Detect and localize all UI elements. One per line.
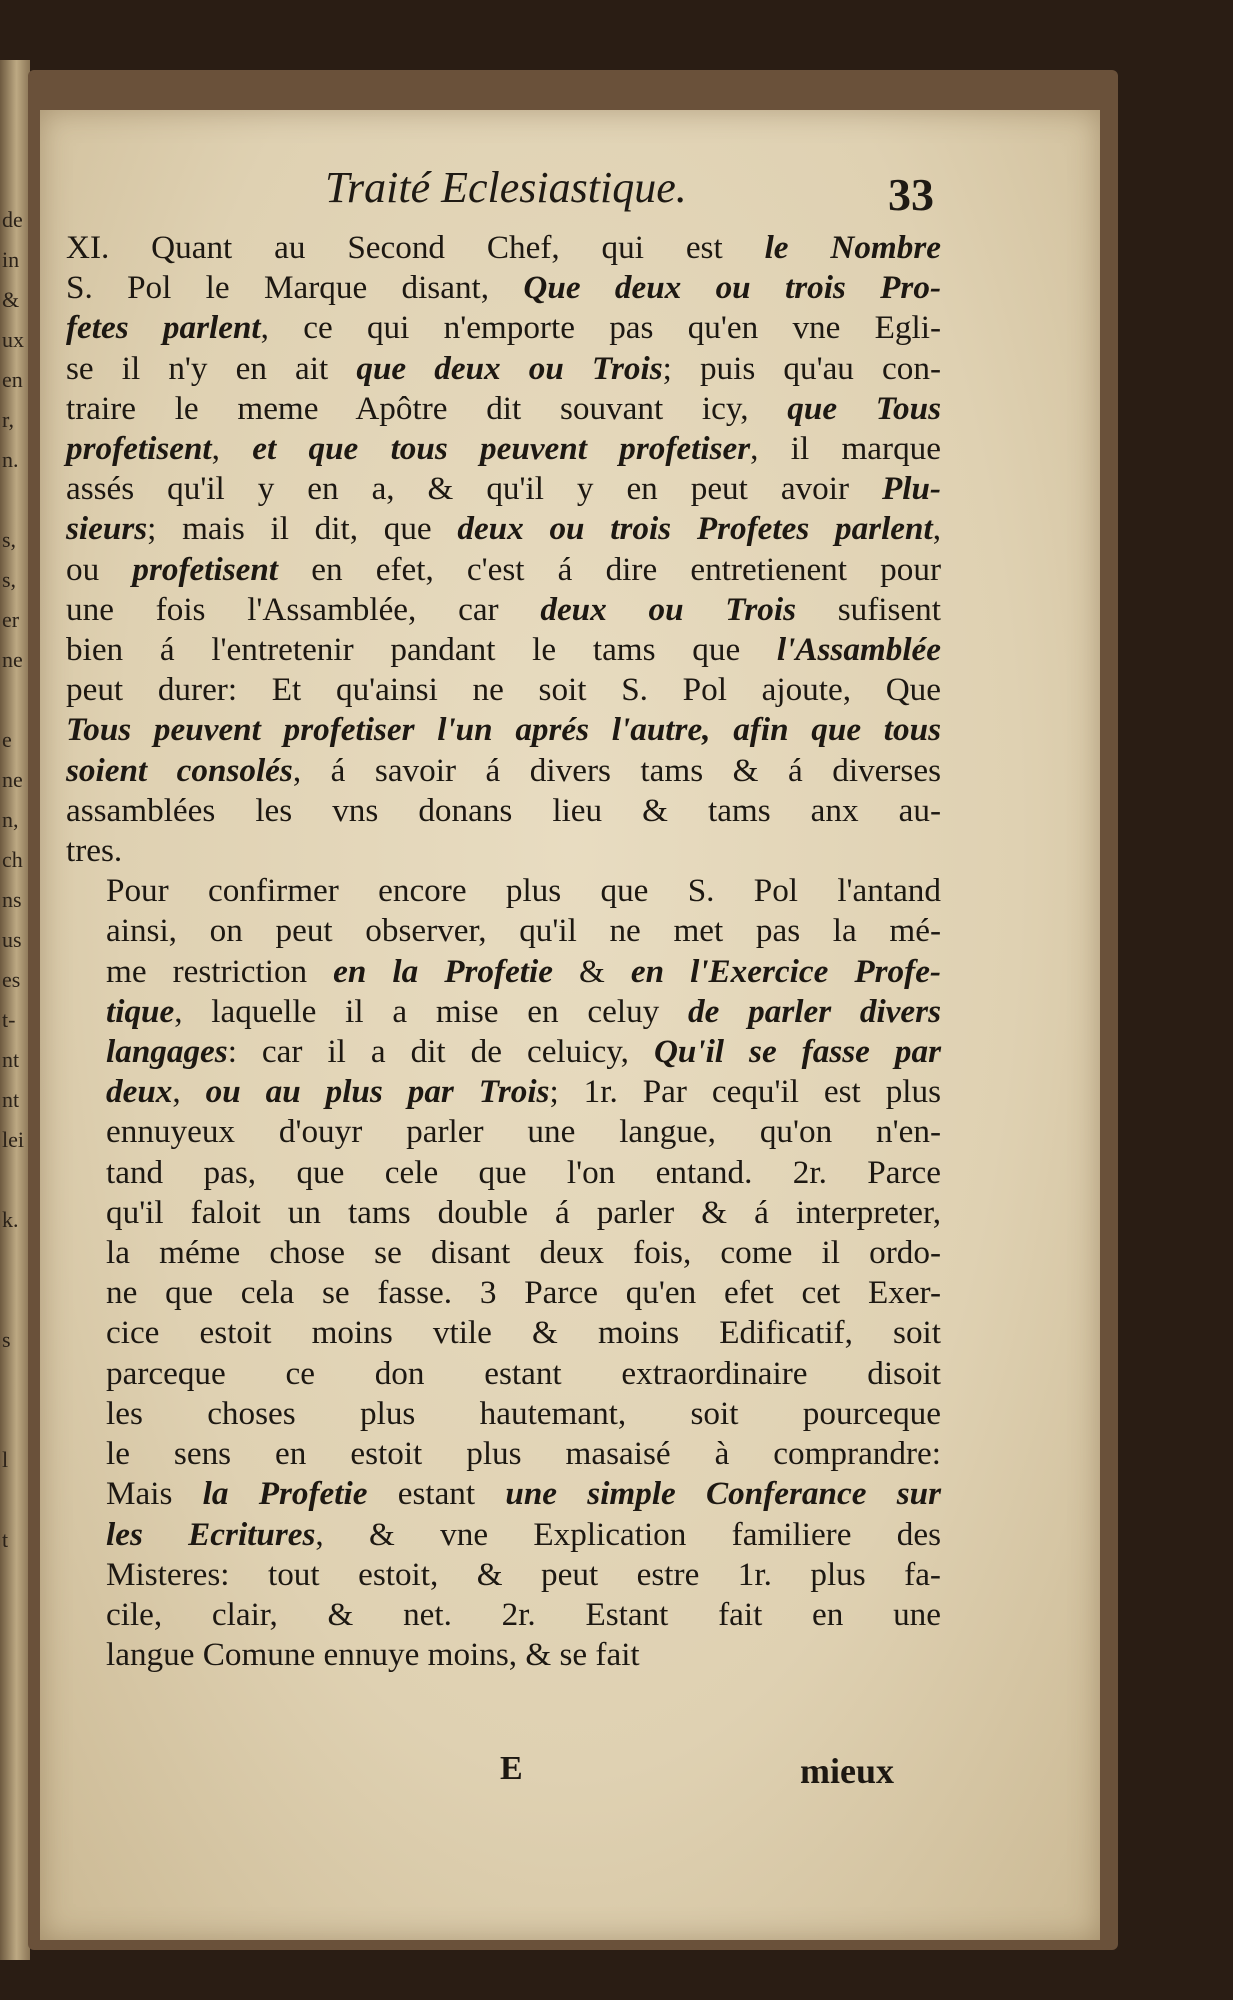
text-line xyxy=(66,389,941,429)
italic-text: que deux ou Trois xyxy=(356,349,663,387)
text-line xyxy=(66,1635,941,1675)
roman-text: tand pas, que cele que l'on entand. 2r. Parce xyxy=(106,1153,941,1191)
italic-text: les Ecritures xyxy=(106,1515,316,1553)
italic-text: ou au plus par Trois xyxy=(205,1073,550,1111)
italic-text: profetisent xyxy=(132,550,279,588)
roman-text: ; puis qu'au con- xyxy=(662,349,941,387)
text-line xyxy=(66,710,941,750)
roman-text: XI. Quant au Second Chef, qui est xyxy=(66,229,765,266)
text-line xyxy=(66,268,941,308)
text-line xyxy=(66,831,941,871)
italic-text: deux ou Trois xyxy=(540,590,796,628)
text-line xyxy=(66,349,941,389)
roman-text: tres. xyxy=(66,832,123,870)
roman-text: , xyxy=(211,430,253,468)
text-line xyxy=(66,630,941,670)
text-line xyxy=(66,1193,941,1233)
text-line xyxy=(66,228,941,268)
italic-text: deux ou trois Profetes parlent xyxy=(457,510,933,548)
text-line xyxy=(66,1112,941,1152)
text-line xyxy=(66,911,941,951)
roman-text: qu'il faloit un tams double á parler & á interpreter, xyxy=(106,1193,941,1231)
text-line xyxy=(66,1233,941,1273)
roman-text: ainsi, on peut observer, qu'il ne met pas la mé- xyxy=(106,912,941,950)
italic-text: une simple Conferance sur xyxy=(505,1475,941,1513)
roman-text: ne que cela se fasse. 3 Parce qu'en efet cet Exer- xyxy=(106,1274,941,1312)
italic-text: langages xyxy=(106,1033,228,1071)
roman-text: Pour confirmer encore plus que S. Pol l'antand xyxy=(106,872,941,910)
text-line xyxy=(66,1515,941,1555)
text-line xyxy=(66,1273,941,1313)
text-line xyxy=(66,1474,941,1514)
text-line xyxy=(66,308,941,348)
roman-text: bien á l'entretenir pandant le tams que xyxy=(66,631,777,669)
roman-text: langue Comune ennuye moins, & se fait xyxy=(106,1636,640,1674)
text-line xyxy=(66,550,941,590)
roman-text: peut durer: Et qu'ainsi ne soit S. Pol ajoute, Que xyxy=(66,671,941,709)
signature-mark: E xyxy=(500,1750,523,1787)
text-line xyxy=(66,751,941,791)
italic-text: soient consolés xyxy=(66,751,293,789)
text-line xyxy=(66,1434,941,1474)
roman-text: assés qu'il y en a, & qu'il y en peut avoir xyxy=(66,470,882,508)
roman-text: une fois l'Assamblée, car xyxy=(66,590,541,628)
text-line xyxy=(66,1354,941,1394)
italic-text: en la Profetie xyxy=(333,952,553,990)
roman-text: traire le meme Apôtre dit souvant icy, xyxy=(66,389,788,427)
roman-text: assamblées les vns donans lieu & tams anx au- xyxy=(66,791,941,829)
text-line xyxy=(66,1394,941,1434)
italic-text: profetisent xyxy=(66,430,212,468)
roman-text: , ce qui n'emporte pas qu'en vne Egli- xyxy=(260,309,941,347)
book-page xyxy=(40,110,1100,1940)
page-footer xyxy=(40,1750,1100,1800)
roman-text: ; mais il dit, que xyxy=(147,510,458,548)
roman-text: cile, clair, & net. 2r. Estant fait en une xyxy=(106,1595,941,1633)
roman-text: en efet, c'est á dire entretienent pour xyxy=(278,550,941,588)
roman-text: la méme chose se disant deux fois, come il ordo- xyxy=(106,1234,941,1272)
roman-text: se il n'y en ait xyxy=(66,349,357,387)
roman-text: Mais xyxy=(106,1475,203,1513)
text-line xyxy=(66,871,941,911)
italic-text: sieurs xyxy=(66,510,148,548)
italic-text: Plu- xyxy=(881,470,941,508)
text-line xyxy=(66,670,941,710)
italic-text: tique xyxy=(106,992,175,1030)
roman-text: , il marque xyxy=(750,430,941,468)
text-line xyxy=(66,1313,941,1353)
roman-text: , xyxy=(172,1073,206,1111)
roman-text: ennuyeux d'ouyr parler une langue, qu'on n'en- xyxy=(106,1113,941,1151)
text-line xyxy=(66,1153,941,1193)
italic-text: en l'Exercice Profe- xyxy=(630,952,941,990)
roman-text: me restriction xyxy=(106,952,334,990)
roman-text: , laquelle il a mise en celuy xyxy=(174,992,689,1030)
roman-text: , á savoir á divers tams & á diverses xyxy=(292,751,941,789)
page-header xyxy=(40,162,1100,222)
roman-text: : car il a dit de celuicy, xyxy=(227,1033,654,1071)
roman-text: le sens en estoit plus masaisé à comprandre: xyxy=(106,1435,941,1473)
text-line xyxy=(66,590,941,630)
text-line xyxy=(66,509,941,549)
italic-text: Qu'il se fasse par xyxy=(653,1033,941,1071)
paragraph-2 xyxy=(66,871,941,1675)
text-line xyxy=(66,992,941,1032)
paragraph-1 xyxy=(66,228,941,871)
roman-text: , & vne Explication familiere des xyxy=(315,1515,941,1553)
italic-text: deux xyxy=(106,1073,173,1111)
italic-text: le Nombre xyxy=(764,229,941,266)
roman-text: ; 1r. Par cequ'il est plus xyxy=(549,1073,942,1111)
text-line xyxy=(66,1032,941,1072)
italic-text: Tous peuvent profetiser l'un aprés l'autre, afin que tous xyxy=(66,711,941,749)
italic-text: l'Assamblée xyxy=(776,631,941,669)
text-line xyxy=(66,429,941,469)
catchword: mieux xyxy=(800,1751,894,1791)
roman-text: & xyxy=(552,952,631,990)
italic-text: fetes parlent xyxy=(66,309,261,347)
text-line xyxy=(66,791,941,831)
roman-text: les choses plus hautemant, soit pourceque xyxy=(106,1394,941,1432)
text-line xyxy=(66,952,941,992)
roman-text: S. Pol le Marque disant, xyxy=(66,269,524,307)
page-number: 33 xyxy=(888,169,934,220)
roman-text: parceque ce don estant extraordinaire disoit xyxy=(106,1354,941,1392)
italic-text: que Tous xyxy=(787,389,941,427)
text-line xyxy=(66,1072,941,1112)
roman-text: cice estoit moins vtile & moins Edificatif, soit xyxy=(106,1314,941,1352)
italic-text: la Profetie xyxy=(202,1475,368,1513)
running-title: Traité Eclesiastique. xyxy=(325,163,687,212)
text-line xyxy=(66,1555,941,1595)
roman-text: ou xyxy=(66,550,133,588)
italic-text: de parler divers xyxy=(688,992,941,1030)
roman-text: estant xyxy=(367,1475,506,1513)
facing-page-text-fragments: de in & ux en r, n. s, s, er ne e ne n, ch ns us es t- nt nt lei k. s l t xyxy=(2,207,24,1552)
italic-text: et que tous peuvent profetiser xyxy=(252,430,751,468)
text-line xyxy=(66,1595,941,1635)
italic-text: Que deux ou trois Pro- xyxy=(523,269,941,307)
roman-text: , xyxy=(932,510,941,548)
body-text xyxy=(66,228,941,1675)
roman-text: sufisent xyxy=(795,590,941,628)
text-line xyxy=(66,469,941,509)
roman-text: Misteres: tout estoit, & peut estre 1r. plus fa- xyxy=(106,1555,941,1593)
